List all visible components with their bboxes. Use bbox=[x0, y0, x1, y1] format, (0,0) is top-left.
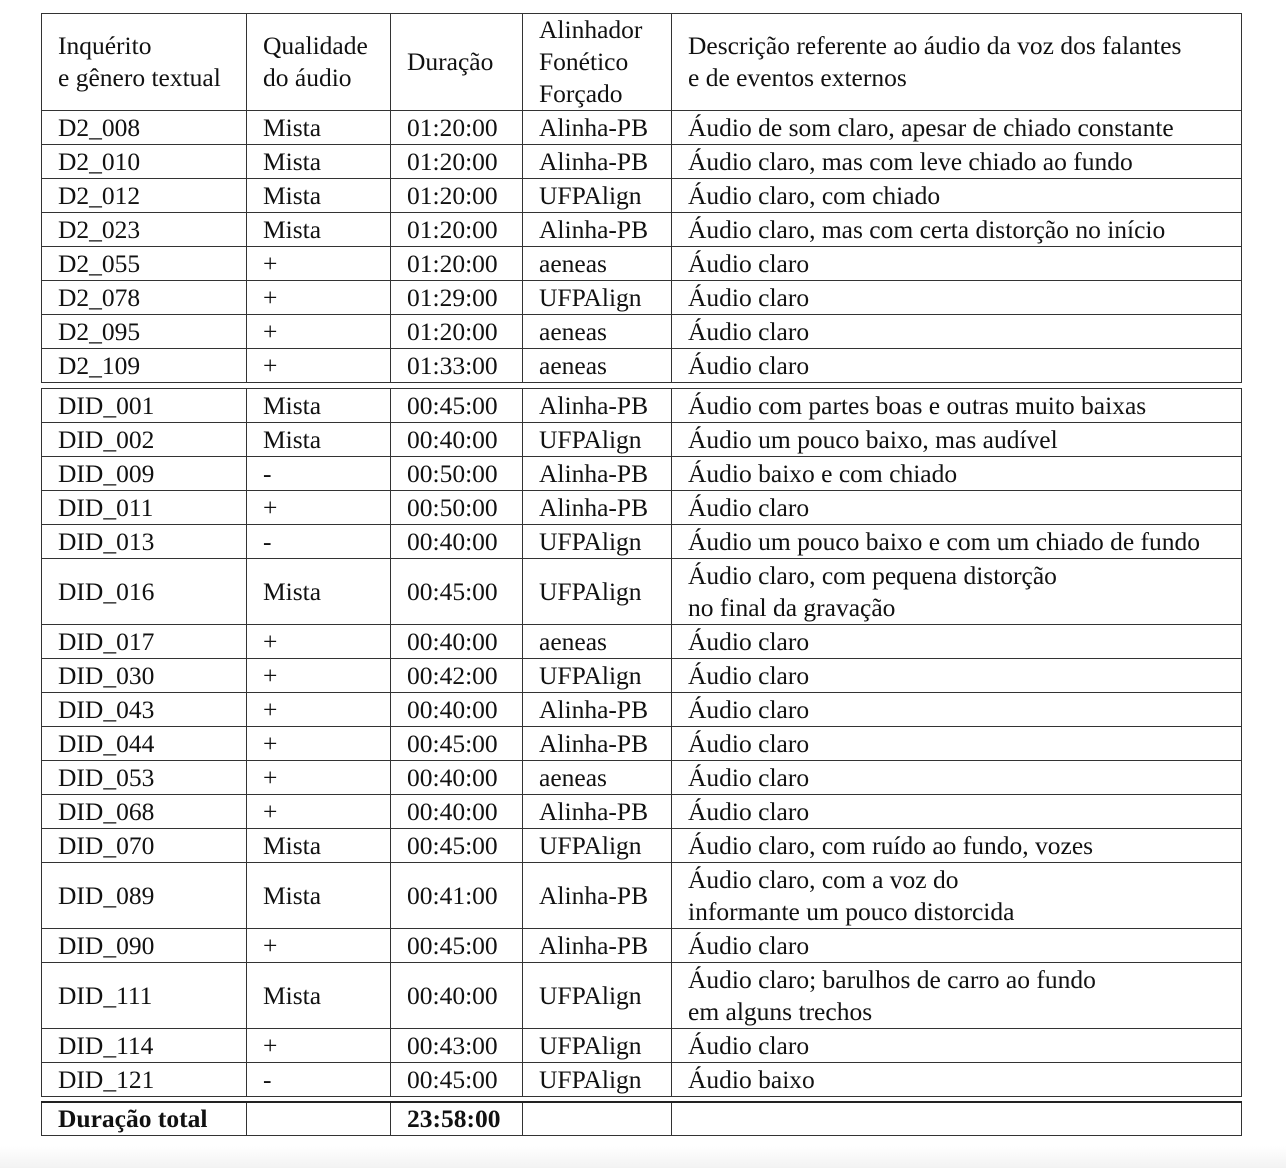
cell-duracao: 01:20:00 bbox=[391, 213, 523, 247]
cell-descricao: Áudio claro bbox=[672, 247, 1242, 281]
cell-alinhador: Alinha-PB bbox=[523, 795, 672, 829]
cell-inquerito: DID_121 bbox=[42, 1063, 247, 1097]
cell-qualidade: Mista bbox=[247, 829, 391, 863]
cell-qualidade: - bbox=[247, 457, 391, 491]
table-row bbox=[42, 963, 1242, 1029]
cell-qualidade: + bbox=[247, 659, 391, 693]
cell-alinhador: UFPAlign bbox=[523, 1063, 672, 1097]
cell-inquerito: DID_043 bbox=[42, 693, 247, 727]
cell-qualidade: Mista bbox=[247, 213, 391, 247]
cell-qualidade: + bbox=[247, 727, 391, 761]
cell-qualidade: + bbox=[247, 761, 391, 795]
cell-inquerito: D2_008 bbox=[42, 111, 247, 145]
cell-inquerito: DID_009 bbox=[42, 457, 247, 491]
cell-alinhador: Alinha-PB bbox=[523, 389, 672, 423]
cell-alinhador: aeneas bbox=[523, 761, 672, 795]
table-row bbox=[42, 111, 1242, 145]
cell-duracao: 00:40:00 bbox=[391, 795, 523, 829]
table-row bbox=[42, 929, 1242, 963]
cell-inquerito: DID_001 bbox=[42, 389, 247, 423]
cell-descricao: Áudio claro bbox=[672, 761, 1242, 795]
cell-inquerito: D2_109 bbox=[42, 349, 247, 383]
cell-descricao: Áudio claro bbox=[672, 315, 1242, 349]
total-label: Duração total bbox=[42, 1102, 247, 1136]
cell-duracao: 00:40:00 bbox=[391, 761, 523, 795]
header-descricao: Descrição referente ao áudio da voz dos falantes e de eventos externos bbox=[672, 14, 1242, 111]
table-row bbox=[42, 349, 1242, 383]
cell-alinhador: UFPAlign bbox=[523, 963, 672, 1029]
cell-inquerito: D2_078 bbox=[42, 281, 247, 315]
cell-alinhador: Alinha-PB bbox=[523, 111, 672, 145]
table-row bbox=[42, 829, 1242, 863]
table-body bbox=[42, 14, 1242, 1097]
cell-qualidade: Mista bbox=[247, 963, 391, 1029]
table-row bbox=[42, 1029, 1242, 1063]
cell-alinhador: Alinha-PB bbox=[523, 693, 672, 727]
cell-inquerito: DID_114 bbox=[42, 1029, 247, 1063]
total-empty-qual bbox=[247, 1102, 391, 1136]
cell-descricao: Áudio um pouco baixo e com um chiado de fundo bbox=[672, 525, 1242, 559]
cell-inquerito: DID_030 bbox=[42, 659, 247, 693]
table-row bbox=[42, 179, 1242, 213]
table-row bbox=[42, 491, 1242, 525]
cell-qualidade: + bbox=[247, 315, 391, 349]
cell-duracao: 00:45:00 bbox=[391, 559, 523, 625]
cell-alinhador: UFPAlign bbox=[523, 559, 672, 625]
cell-qualidade: Mista bbox=[247, 389, 391, 423]
cell-alinhador: UFPAlign bbox=[523, 659, 672, 693]
table-row bbox=[42, 145, 1242, 179]
cell-qualidade: Mista bbox=[247, 423, 391, 457]
table-row bbox=[42, 559, 1242, 625]
cell-qualidade: + bbox=[247, 349, 391, 383]
cell-inquerito: D2_010 bbox=[42, 145, 247, 179]
cell-alinhador: aeneas bbox=[523, 247, 672, 281]
cell-qualidade: + bbox=[247, 795, 391, 829]
table-row bbox=[42, 315, 1242, 349]
cell-inquerito: DID_011 bbox=[42, 491, 247, 525]
cell-duracao: 00:40:00 bbox=[391, 963, 523, 1029]
cell-qualidade: + bbox=[247, 625, 391, 659]
cell-descricao: Áudio claro bbox=[672, 795, 1242, 829]
cell-inquerito: DID_053 bbox=[42, 761, 247, 795]
cell-qualidade: + bbox=[247, 1029, 391, 1063]
table-row bbox=[42, 693, 1242, 727]
cell-descricao: Áudio claro, com ruído ao fundo, vozes bbox=[672, 829, 1242, 863]
cell-duracao: 01:20:00 bbox=[391, 111, 523, 145]
table-row bbox=[42, 659, 1242, 693]
cell-duracao: 00:40:00 bbox=[391, 693, 523, 727]
cell-alinhador: UFPAlign bbox=[523, 829, 672, 863]
table-row bbox=[42, 727, 1242, 761]
cell-descricao: Áudio claro, mas com certa distorção no início bbox=[672, 213, 1242, 247]
cell-duracao: 00:50:00 bbox=[391, 457, 523, 491]
cell-alinhador: UFPAlign bbox=[523, 525, 672, 559]
cell-descricao: Áudio claro, mas com leve chiado ao fundo bbox=[672, 145, 1242, 179]
header-inquerito: Inquérito e gênero textual bbox=[42, 14, 247, 111]
cell-alinhador: UFPAlign bbox=[523, 423, 672, 457]
cell-alinhador: Alinha-PB bbox=[523, 491, 672, 525]
cell-qualidade: Mista bbox=[247, 559, 391, 625]
cell-descricao: Áudio claro bbox=[672, 625, 1242, 659]
cell-duracao: 00:41:00 bbox=[391, 863, 523, 929]
cell-duracao: 01:33:00 bbox=[391, 349, 523, 383]
cell-qualidade: Mista bbox=[247, 145, 391, 179]
cell-qualidade: + bbox=[247, 281, 391, 315]
total-empty-desc bbox=[672, 1102, 1242, 1136]
cell-duracao: 00:45:00 bbox=[391, 829, 523, 863]
header-duracao: Duração bbox=[391, 14, 523, 111]
cell-duracao: 00:45:00 bbox=[391, 727, 523, 761]
cell-descricao: Áudio baixo bbox=[672, 1063, 1242, 1097]
cell-descricao: Áudio claro bbox=[672, 659, 1242, 693]
cell-descricao: Áudio claro bbox=[672, 1029, 1242, 1063]
cell-duracao: 00:43:00 bbox=[391, 1029, 523, 1063]
cell-descricao: Áudio claro, com a voz do informante um pouco distorcida bbox=[672, 863, 1242, 929]
table-row bbox=[42, 625, 1242, 659]
total-table bbox=[41, 1101, 1242, 1136]
cell-descricao: Áudio claro bbox=[672, 693, 1242, 727]
header-alinhador: Alinhador Fonético Forçado bbox=[523, 14, 672, 111]
cell-duracao: 00:40:00 bbox=[391, 525, 523, 559]
cell-qualidade: + bbox=[247, 693, 391, 727]
table bbox=[41, 13, 1242, 1097]
table-row bbox=[42, 457, 1242, 491]
cell-inquerito: DID_016 bbox=[42, 559, 247, 625]
cell-descricao: Áudio baixo e com chiado bbox=[672, 457, 1242, 491]
table-row bbox=[42, 795, 1242, 829]
cell-alinhador: aeneas bbox=[523, 625, 672, 659]
cell-inquerito: D2_055 bbox=[42, 247, 247, 281]
cell-descricao: Áudio claro bbox=[672, 491, 1242, 525]
bottom-shadow bbox=[0, 1146, 1286, 1168]
cell-inquerito: DID_068 bbox=[42, 795, 247, 829]
cell-inquerito: DID_089 bbox=[42, 863, 247, 929]
cell-qualidade: - bbox=[247, 525, 391, 559]
cell-inquerito: DID_070 bbox=[42, 829, 247, 863]
table-row bbox=[42, 1063, 1242, 1097]
cell-alinhador: aeneas bbox=[523, 349, 672, 383]
cell-descricao: Áudio claro, com pequena distorção no final da gravação bbox=[672, 559, 1242, 625]
cell-descricao: Áudio claro; barulhos de carro ao fundo em alguns trechos bbox=[672, 963, 1242, 1029]
table-row bbox=[42, 863, 1242, 929]
cell-inquerito: D2_023 bbox=[42, 213, 247, 247]
cell-duracao: 00:45:00 bbox=[391, 1063, 523, 1097]
cell-duracao: 01:20:00 bbox=[391, 247, 523, 281]
cell-descricao: Áudio claro bbox=[672, 281, 1242, 315]
cell-alinhador: UFPAlign bbox=[523, 281, 672, 315]
cell-inquerito: DID_090 bbox=[42, 929, 247, 963]
cell-inquerito: DID_017 bbox=[42, 625, 247, 659]
cell-alinhador: Alinha-PB bbox=[523, 863, 672, 929]
cell-alinhador: Alinha-PB bbox=[523, 929, 672, 963]
table-header-row bbox=[42, 14, 1242, 111]
cell-qualidade: + bbox=[247, 247, 391, 281]
table-row bbox=[42, 389, 1242, 423]
cell-descricao: Áudio claro bbox=[672, 349, 1242, 383]
cell-inquerito: DID_013 bbox=[42, 525, 247, 559]
table-row bbox=[42, 423, 1242, 457]
cell-qualidade: Mista bbox=[247, 863, 391, 929]
cell-inquerito: D2_012 bbox=[42, 179, 247, 213]
cell-duracao: 01:20:00 bbox=[391, 145, 523, 179]
cell-duracao: 01:29:00 bbox=[391, 281, 523, 315]
cell-duracao: 00:45:00 bbox=[391, 929, 523, 963]
cell-duracao: 00:42:00 bbox=[391, 659, 523, 693]
table-row bbox=[42, 213, 1242, 247]
cell-alinhador: Alinha-PB bbox=[523, 145, 672, 179]
total-empty-align bbox=[523, 1102, 672, 1136]
audio-corpus-table bbox=[41, 13, 1242, 1136]
cell-descricao: Áudio claro bbox=[672, 929, 1242, 963]
cell-qualidade: Mista bbox=[247, 111, 391, 145]
table-row bbox=[42, 281, 1242, 315]
cell-qualidade: + bbox=[247, 491, 391, 525]
cell-duracao: 01:20:00 bbox=[391, 315, 523, 349]
cell-qualidade: - bbox=[247, 1063, 391, 1097]
table-row bbox=[42, 247, 1242, 281]
cell-alinhador: aeneas bbox=[523, 315, 672, 349]
cell-qualidade: Mista bbox=[247, 179, 391, 213]
cell-duracao: 01:20:00 bbox=[391, 179, 523, 213]
total-row bbox=[42, 1102, 1242, 1136]
cell-qualidade: + bbox=[247, 929, 391, 963]
total-value: 23:58:00 bbox=[391, 1102, 523, 1136]
cell-alinhador: UFPAlign bbox=[523, 1029, 672, 1063]
table-row bbox=[42, 761, 1242, 795]
cell-inquerito: D2_095 bbox=[42, 315, 247, 349]
cell-inquerito: DID_044 bbox=[42, 727, 247, 761]
cell-descricao: Áudio com partes boas e outras muito baixas bbox=[672, 389, 1242, 423]
table-row bbox=[42, 525, 1242, 559]
cell-inquerito: DID_111 bbox=[42, 963, 247, 1029]
cell-duracao: 00:40:00 bbox=[391, 423, 523, 457]
cell-duracao: 00:45:00 bbox=[391, 389, 523, 423]
cell-alinhador: Alinha-PB bbox=[523, 457, 672, 491]
cell-duracao: 00:50:00 bbox=[391, 491, 523, 525]
cell-alinhador: Alinha-PB bbox=[523, 213, 672, 247]
cell-duracao: 00:40:00 bbox=[391, 625, 523, 659]
cell-alinhador: Alinha-PB bbox=[523, 727, 672, 761]
cell-descricao: Áudio de som claro, apesar de chiado constante bbox=[672, 111, 1242, 145]
cell-descricao: Áudio claro, com chiado bbox=[672, 179, 1242, 213]
cell-descricao: Áudio claro bbox=[672, 727, 1242, 761]
cell-inquerito: DID_002 bbox=[42, 423, 247, 457]
cell-descricao: Áudio um pouco baixo, mas audível bbox=[672, 423, 1242, 457]
header-qualidade: Qualidade do áudio bbox=[247, 14, 391, 111]
cell-alinhador: UFPAlign bbox=[523, 179, 672, 213]
